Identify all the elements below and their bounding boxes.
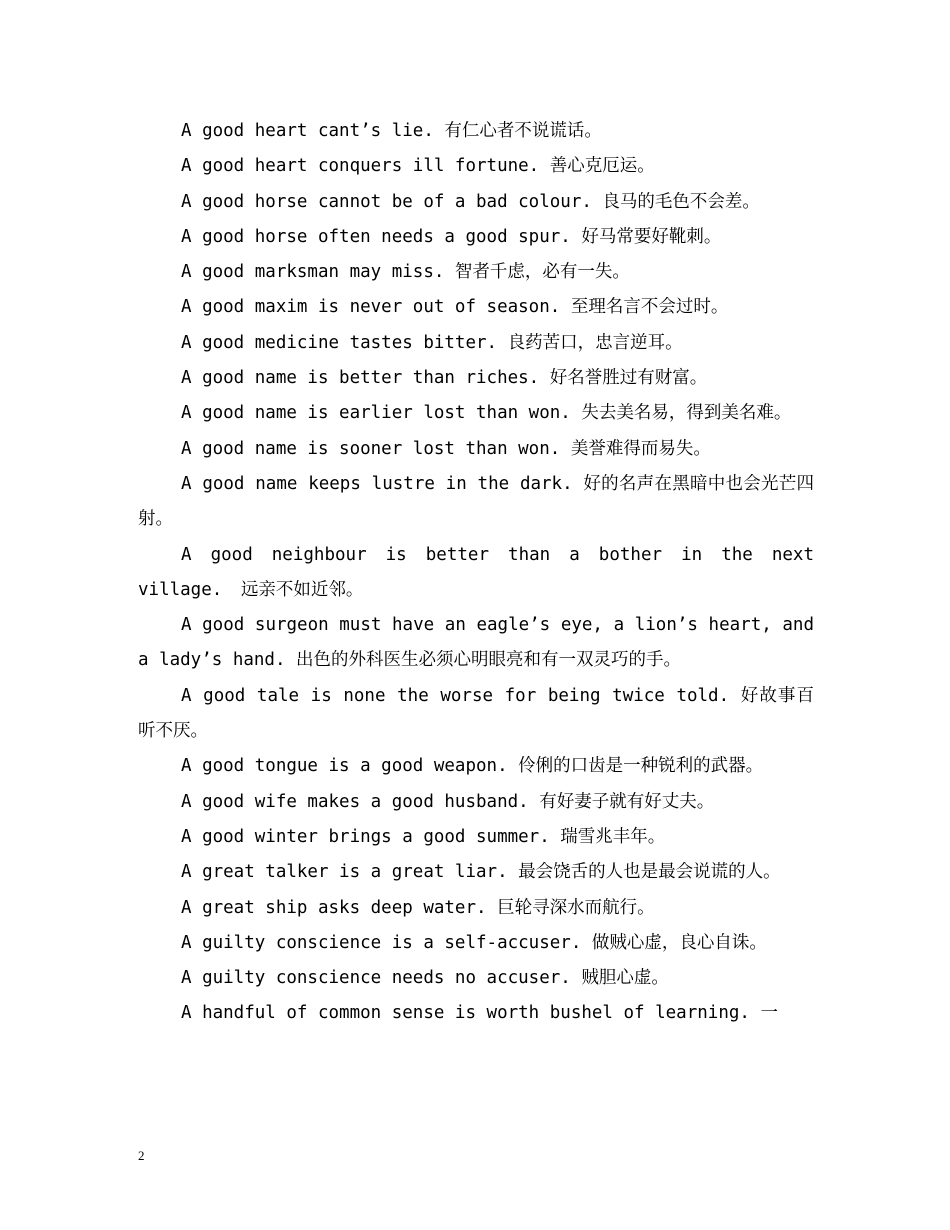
proverb-paragraph: A good horse often needs a good spur. 好马常要好靴刺。 [181, 226, 722, 247]
proverb-paragraph: A good tongue is a good weapon. 伶俐的口齿是一种锐利的武器。 [181, 756, 764, 777]
proverb-paragraph: A great ship asks deep water. 巨轮寻深水而航行。 [181, 897, 655, 918]
proverb-paragraph: A good horse cannot be of a bad colour. 良马的毛色不会差。 [181, 191, 760, 212]
proverb-paragraph: A great talker is a great liar. 最会饶舌的人也是最会说谎的人。 [181, 862, 781, 883]
proverb-paragraph: A good name keeps lustre in the dark. 好的名声在黑暗中也会光芒四射。 [138, 473, 814, 530]
proverb-paragraph: A good neighbour is better than a bother in the next village. 远亲不如近邻。 [138, 544, 814, 600]
proverb-paragraph: A good name is sooner lost than won. 美誉难得而易失。 [181, 438, 711, 459]
proverb-paragraph: A good tale is none the worse for being twice told. 好故事百听不厌。 [138, 685, 814, 742]
proverb-paragraph: A guilty conscience is a self-accuser. 做贼心虚，良心自诛。 [181, 932, 767, 953]
proverb-paragraph: A good name is earlier lost than won. 失去美名易，得到美名难。 [181, 403, 792, 424]
proverb-paragraph: A good maxim is never out of season. 至理名言不会过时。 [181, 297, 729, 318]
proverb-paragraph: A good medicine tastes bitter. 良药苦口，忠言逆耳。 [181, 332, 683, 353]
proverb-paragraph: A guilty conscience needs no accuser. 贼胆心虚。 [181, 968, 669, 989]
proverb-paragraph: A handful of common sense is worth bushel of learning. 一 [181, 1003, 778, 1024]
page-number: 2 [138, 1148, 145, 1163]
proverb-paragraph: A good heart cant’s lie. 有仁心者不说谎话。 [181, 121, 602, 141]
proverb-paragraph: A good marksman may miss. 智者千虑，必有一失。 [181, 262, 630, 283]
proverb-paragraph: A good surgeon must have an eagle’s eye, a lion’s heart, and a lady’s hand. 出色的外科医生必须心明眼亮和有一双灵巧的手。 [138, 615, 814, 671]
proverb-paragraph: A good heart conquers ill fortune. 善心克厄运。 [181, 156, 655, 177]
proverb-paragraph: A good name is better than riches. 好名誉胜过有财富。 [181, 368, 708, 389]
proverb-paragraph: A good winter brings a good summer. 瑞雪兆丰年。 [181, 826, 666, 847]
proverb-paragraph: A good wife makes a good husband. 有好妻子就有好丈夫。 [181, 791, 715, 812]
document-body [138, 114, 814, 1032]
